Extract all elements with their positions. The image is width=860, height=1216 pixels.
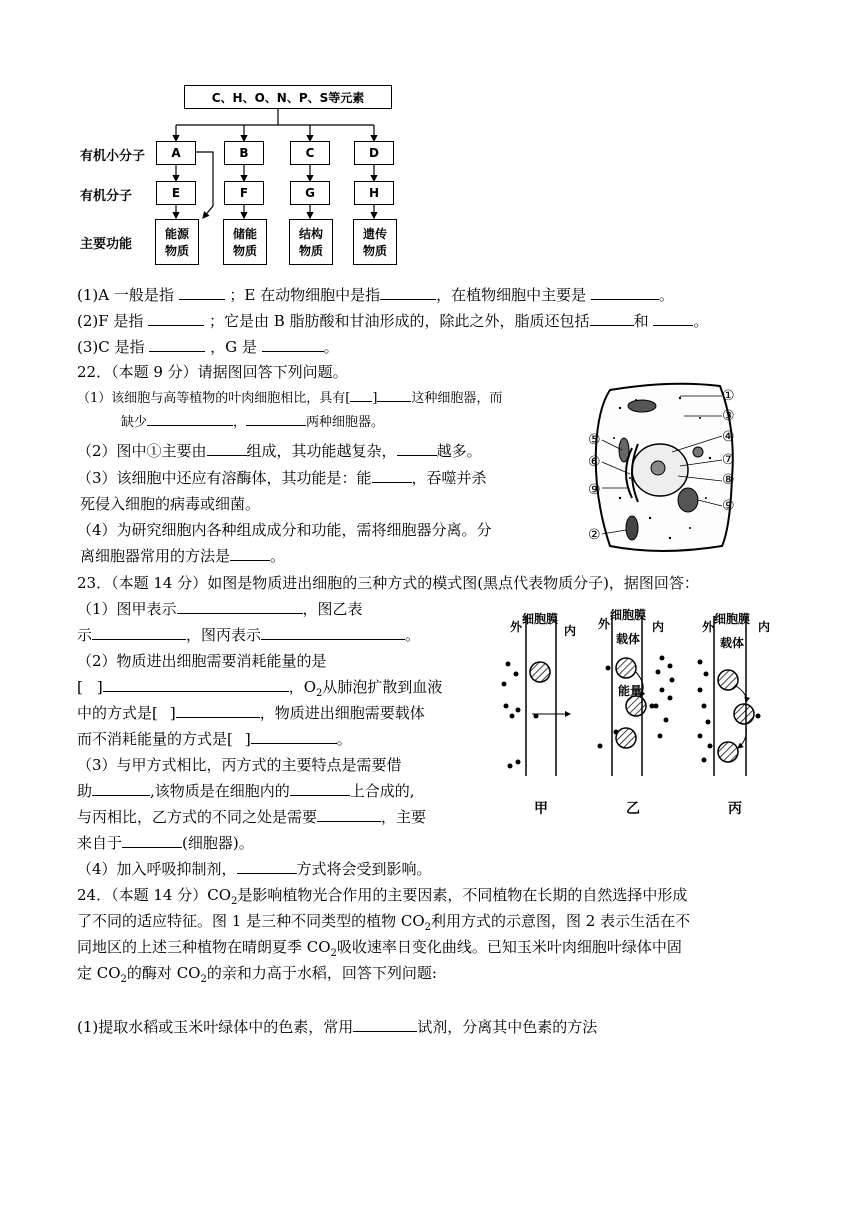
q23-p1-line1 [77, 599, 363, 619]
q21-line-2 [77, 311, 708, 331]
q24-line-3 [77, 937, 682, 964]
q22-text: 这种细胞器，而 [411, 391, 503, 406]
animal-cell-diagram [580, 378, 780, 560]
box-h: H [354, 181, 394, 205]
q24-text: 24．（本题 14 分）CO [77, 886, 231, 904]
answer-blank [147, 413, 233, 426]
q23-text: ，物质进出细胞需要载体 [259, 704, 425, 722]
cell-label-8: ⑧ [722, 472, 735, 488]
q24-line-4 [77, 963, 437, 990]
box-d: D [354, 141, 394, 165]
answer-blank [230, 546, 270, 561]
q23-text: 。 [336, 730, 352, 748]
answer-blank [176, 703, 260, 718]
q21-text: 。 [693, 312, 709, 330]
q23-text: 与丙相比，乙方式的不同之处是需要 [77, 808, 318, 826]
diag-outside-3: 外 [702, 620, 715, 634]
answer-blank [290, 781, 350, 796]
q23-text: 示 [77, 626, 93, 644]
cell-label-4: ④ [722, 429, 735, 445]
q22-text: ， [233, 415, 247, 430]
answer-blank [397, 441, 437, 456]
q24-text: 2 [200, 974, 207, 985]
q24-text: 定 CO [77, 964, 121, 982]
q24-text: 试剂，分离其中色素的方法 [417, 1018, 598, 1036]
q22-text: 越多。 [436, 442, 482, 460]
diag-energy: 能量 [618, 684, 643, 698]
q22-text: 缺少 [121, 415, 148, 430]
q23-p3-line1: （3）与甲方式相比，丙方式的主要特点是需要借 [77, 756, 402, 774]
q23-text: 从肺泡扩散到血液 [322, 678, 443, 696]
answer-blank [591, 285, 659, 300]
box-e: E [156, 181, 196, 205]
box-b: B [224, 141, 264, 165]
diag-inside-1: 内 [564, 624, 577, 638]
diag-carrier-3: 载体 [720, 636, 745, 650]
q21-text: ，在植物细胞中主要是 [436, 286, 587, 304]
q22-text: 两种细胞器。 [306, 415, 385, 430]
q22-p2 [77, 441, 482, 461]
q24-text: 2 [231, 896, 238, 907]
q23-p3-line2 [77, 781, 415, 801]
cell-label-9-left: ⑨ [588, 482, 601, 498]
q24-line-1 [77, 885, 687, 912]
q23-p3-line4 [77, 833, 254, 853]
answer-blank [103, 677, 289, 692]
answer-blank [262, 337, 324, 352]
diag-carrier-2: 载体 [616, 632, 641, 646]
q22-text: ，吞噬并杀 [411, 469, 487, 487]
q23-text: （4）加入呼吸抑制剂， [77, 860, 237, 878]
answer-blank [261, 625, 405, 640]
answer-blank [350, 389, 372, 402]
q23-text: 中的方式是[ [77, 704, 158, 722]
row-label-function: 主要功能 [80, 237, 133, 252]
q24-text: 同地区的上述三种植物在晴朗夏季 CO [77, 938, 331, 956]
q21-text: (2)F 是指 [77, 312, 144, 330]
diag-inside-2: 内 [652, 620, 665, 634]
q24-line-5 [77, 1017, 597, 1037]
row-label-small-molecule: 有机小分子 [80, 149, 146, 164]
q21-text: (3)C 是指 [77, 338, 145, 356]
box-g: G [290, 181, 330, 205]
q23-text: 助 [77, 782, 93, 800]
q22-text: （1）该细胞与高等植物的叶肉细胞相比，具有[ [77, 391, 351, 406]
q22-text: （3）该细胞中还应有溶酶体，其功能是：能 [77, 469, 372, 487]
func-storage: 储能 物质 [223, 219, 267, 265]
q23-text: 2 [316, 688, 323, 699]
q22-p4-line1: （4）为研究细胞内各种组成成分和功能，需将细胞器分离。分 [77, 521, 492, 539]
q24-text: 了不同的适应特征。图 1 是三种不同类型的植物 CO [77, 912, 425, 930]
q21-text: 。 [323, 338, 339, 356]
q24-text: 吸收速率日变化曲线。已知玉米叶肉细胞叶绿体中固 [336, 938, 682, 956]
answer-blank [246, 413, 306, 426]
diag-name-bing: 丙 [728, 801, 742, 817]
q23-p4 [77, 859, 432, 879]
q23-text: 上合成的, [349, 782, 415, 800]
q24-text: 是影响植物光合作用的主要因素，不同植物在长期的自然选择中形成 [237, 886, 688, 904]
q23-text: 来自于 [77, 834, 123, 852]
answer-blank [207, 441, 247, 456]
answer-blank [317, 807, 381, 822]
q23-p2-line1: （2）物质进出细胞需要消耗能量的是 [77, 652, 327, 670]
q24-text: 的亲和力高于水稻，回答下列问题: [206, 964, 437, 982]
q23-text: (细胞器)。 [182, 834, 254, 852]
cell-label-9-right: ⑨ [722, 498, 735, 514]
box-a: A [156, 141, 196, 165]
answer-blank [92, 625, 186, 640]
answer-blank [372, 468, 412, 483]
q23-text: ] [96, 678, 103, 696]
answer-blank [251, 729, 337, 744]
cell-label-1: ① [722, 388, 735, 404]
diag-name-yi: 乙 [626, 801, 640, 817]
q23-text: ，主要 [381, 808, 427, 826]
q22-p4-line2 [80, 546, 285, 566]
q21-line-3 [77, 337, 339, 357]
answer-blank [380, 285, 436, 300]
q23-text: ，O [288, 678, 317, 696]
q23-text: ] [244, 730, 251, 748]
answer-blank [149, 337, 205, 352]
cell-label-7: ⑦ [722, 452, 735, 468]
answer-blank [377, 389, 411, 402]
q23-text: ，图乙表 [302, 600, 363, 618]
q21-text: ；它是由 B 脂肪酸和甘油形成的，除此之外，脂质还包括 [209, 312, 590, 330]
q23-text: 而不消耗能量的方式是[ [77, 730, 233, 748]
q23-p3-line3 [77, 807, 426, 827]
q22-heading: 22．（本题 9 分）请据图回答下列问题。 [77, 363, 348, 381]
q23-text: [ [77, 678, 83, 696]
elements-box: C、H、O、N、P、S等元素 [184, 85, 392, 109]
func-genetic: 遗传 物质 [353, 219, 397, 265]
answer-blank [92, 781, 150, 796]
q21-line-1 [77, 285, 674, 305]
q24-text: 的酶对 CO [126, 964, 201, 982]
q22-text: ] [372, 391, 378, 406]
q22-p3-line1 [77, 468, 487, 488]
answer-blank [122, 833, 182, 848]
q22-p1-line2 [121, 413, 384, 433]
answer-blank [653, 311, 693, 326]
q21-text: ，G 是 [210, 338, 257, 356]
diag-inside-3: 内 [758, 620, 771, 634]
diag-membrane-2: 细胞膜 [610, 608, 647, 622]
q23-heading: 23．（本题 14 分）如图是物质进出细胞的三种方式的模式图(黑点代表物质分子)，据图回答： [77, 574, 699, 592]
diag-membrane-1: 细胞膜 [522, 612, 559, 626]
q22-text: 离细胞器常用的方法是 [80, 547, 231, 565]
q23-text: （1）图甲表示 [77, 600, 177, 618]
q22-p1-line1 [77, 389, 502, 409]
q24-text: 2 [330, 948, 337, 959]
q21-text: (1)A 一般是指 [77, 286, 174, 304]
func-energy: 能源 物质 [155, 219, 199, 265]
func-structure: 结构 物质 [289, 219, 333, 265]
cell-label-5: ⑤ [588, 432, 601, 448]
cell-label-6: ⑥ [588, 454, 601, 470]
diag-outside-2: 外 [598, 617, 611, 631]
answer-blank [177, 599, 303, 614]
box-f: F [224, 181, 264, 205]
q22-text: 组成，其功能越复杂， [246, 442, 397, 460]
q23-text: ,该物质是在细胞内的 [150, 782, 290, 800]
answer-blank [353, 1017, 417, 1032]
q21-text: ；E 在动物细胞中是指 [229, 286, 381, 304]
row-label-molecule: 有机分子 [80, 189, 133, 204]
q23-text: ，图丙表示 [186, 626, 262, 644]
q21-text: 。 [658, 286, 674, 304]
box-c: C [290, 141, 330, 165]
cell-label-2: ② [588, 527, 601, 543]
q21-text: 和 [633, 312, 649, 330]
q24-line-2 [77, 911, 690, 938]
answer-blank [237, 859, 297, 874]
diag-membrane-3: 细胞膜 [714, 612, 751, 626]
q23-p2-line4 [77, 729, 352, 749]
diag-name-jia: 甲 [534, 801, 548, 817]
q24-text: 2 [424, 922, 431, 933]
answer-blank [148, 311, 204, 326]
q24-text: (1)提取水稻或玉米叶绿体中的色素，常用 [77, 1018, 354, 1036]
q22-text: （2）图中①主要由 [77, 442, 207, 460]
diag-outside-1: 外 [510, 620, 523, 634]
answer-blank [590, 311, 634, 326]
q23-p2-line3 [77, 703, 425, 723]
q23-p1-line2 [77, 625, 420, 645]
q22-p3-line2: 死侵入细胞的病毒或细菌。 [80, 495, 261, 513]
answer-blank [179, 285, 225, 300]
q23-text: 方式将会受到影响。 [296, 860, 432, 878]
cell-label-3: ③ [722, 408, 735, 424]
q23-text: 。 [405, 626, 421, 644]
q24-text: 2 [120, 974, 127, 985]
q22-text: 。 [270, 547, 286, 565]
q23-text: ] [169, 704, 176, 722]
q24-text: 利用方式的示意图，图 2 表示生活在不 [431, 912, 691, 930]
q23-p2-line2 [77, 677, 442, 704]
